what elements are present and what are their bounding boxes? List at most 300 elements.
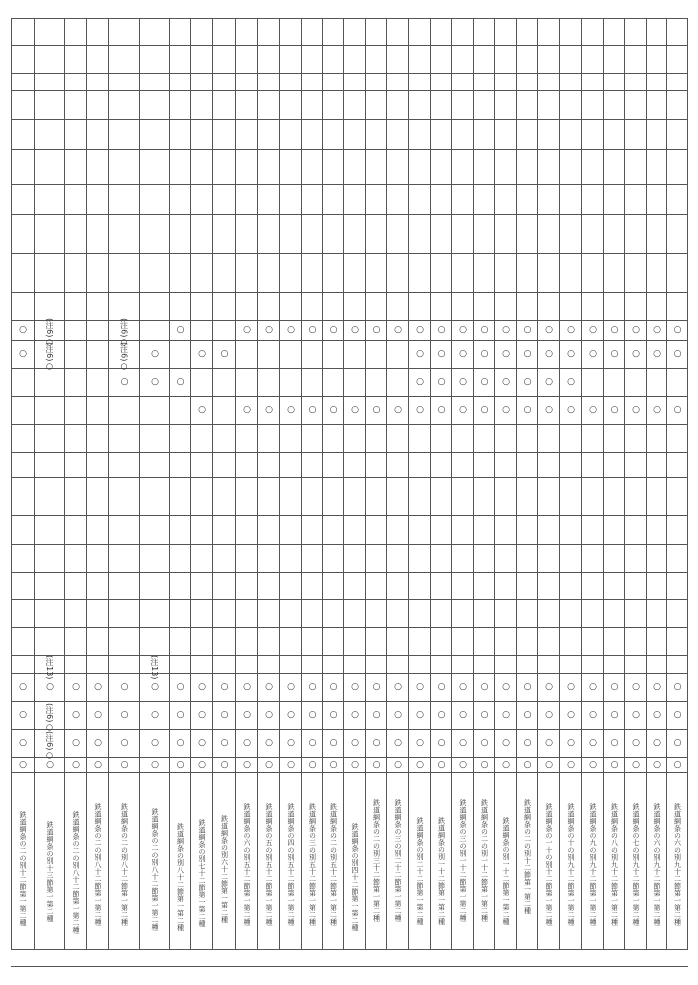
table-cell — [474, 545, 495, 573]
table-cell — [560, 293, 582, 321]
table-cell — [387, 369, 409, 397]
table-cell — [474, 600, 495, 628]
table-cell — [213, 254, 236, 293]
table-cell — [604, 453, 625, 478]
table-cell — [387, 656, 409, 674]
circle-mark: ○ — [329, 405, 338, 415]
circle-mark: ○ — [265, 710, 273, 720]
table-cell — [538, 293, 560, 321]
circle-mark: ○ — [459, 405, 467, 415]
table-cell — [11, 254, 35, 293]
table-cell — [258, 369, 280, 397]
circle-mark: ○ — [287, 759, 295, 770]
circle-mark: ○ — [480, 377, 489, 387]
table-cell — [236, 453, 258, 478]
circle-mark: ○ — [372, 325, 381, 335]
circle-mark: ○ — [480, 405, 489, 415]
table-cell — [517, 656, 538, 674]
table-cell — [11, 425, 35, 453]
table-cell — [236, 215, 258, 254]
table-cell — [258, 293, 280, 321]
table-cell — [409, 91, 431, 120]
table-cell — [409, 215, 431, 254]
circle-mark: ○ — [308, 738, 317, 748]
table-cell — [387, 254, 409, 293]
table-cell — [604, 74, 625, 91]
table-cell — [87, 397, 109, 425]
table-cell — [495, 120, 517, 150]
table-cell — [344, 573, 366, 600]
table-cell — [667, 478, 688, 516]
table-cell — [280, 254, 302, 293]
circle-mark: ○ — [72, 710, 80, 720]
table-cell — [191, 573, 213, 600]
table-cell — [538, 573, 560, 600]
table-cell — [191, 545, 213, 573]
circle-mark: ○ — [673, 710, 682, 720]
table-cell — [11, 573, 35, 600]
table-cell — [431, 150, 452, 185]
circle-mark: ○ — [372, 759, 381, 770]
table-cell — [323, 341, 344, 369]
table-cell — [409, 293, 431, 321]
column-label: 鉄道網条の別八十二節第一第二種 — [176, 823, 185, 931]
table-cell — [647, 74, 667, 91]
table-cell — [517, 254, 538, 293]
table-cell — [495, 425, 517, 453]
note-mark: (注6)○ — [119, 318, 129, 347]
table-cell — [191, 369, 213, 397]
table-cell — [625, 46, 647, 74]
table-cell — [191, 150, 213, 185]
circle-mark: ○ — [265, 405, 273, 415]
table-cell — [387, 341, 409, 369]
table-cell — [280, 341, 302, 369]
table-cell — [667, 545, 688, 573]
table-cell — [604, 573, 625, 600]
table-cell — [87, 600, 109, 628]
circle-mark: ○ — [351, 759, 359, 770]
table-cell — [366, 74, 387, 91]
column-label: 鉄道網条の別七十二節第一第二種 — [198, 819, 206, 927]
table-cell — [560, 254, 582, 293]
table-cell — [170, 656, 191, 674]
table-cell — [323, 150, 344, 185]
table-cell — [517, 74, 538, 91]
table-cell — [667, 453, 688, 478]
table-cell — [560, 516, 582, 545]
table-cell — [11, 369, 35, 397]
table-cell — [344, 120, 366, 150]
table-cell — [647, 18, 667, 46]
table-cell — [409, 478, 431, 516]
table-cell — [140, 215, 170, 254]
circle-mark: ○ — [351, 325, 359, 335]
table-cell — [366, 46, 387, 74]
column-label: 鉄道網条の二の別八十二節第一第二種 — [151, 808, 159, 931]
table-cell — [213, 600, 236, 628]
table-cell — [582, 478, 604, 516]
table-cell — [647, 46, 667, 74]
table-cell — [35, 545, 65, 573]
table-cell — [604, 628, 625, 656]
circle-mark: ○ — [329, 759, 338, 770]
table-cell — [302, 656, 323, 674]
table-cell — [366, 91, 387, 120]
circle-mark: ○ — [673, 405, 682, 415]
table-cell — [280, 425, 302, 453]
table-cell — [538, 18, 560, 46]
table-cell — [191, 46, 213, 74]
circle-mark: ○ — [632, 738, 640, 748]
table-cell — [409, 185, 431, 215]
table-cell — [87, 91, 109, 120]
circle-mark: ○ — [265, 682, 273, 692]
table-cell — [452, 573, 474, 600]
table-cell — [65, 321, 87, 341]
table-cell — [65, 656, 87, 674]
table-cell — [236, 18, 258, 46]
table-cell — [87, 18, 109, 46]
table-cell — [213, 215, 236, 254]
circle-mark: ○ — [632, 349, 640, 359]
table-cell — [409, 425, 431, 453]
circle-mark: ○ — [416, 405, 424, 415]
table-cell — [431, 215, 452, 254]
table-cell — [170, 120, 191, 150]
table-cell — [517, 545, 538, 573]
table-cell — [11, 91, 35, 120]
table-cell — [140, 600, 170, 628]
table-cell — [647, 573, 667, 600]
table-cell — [387, 150, 409, 185]
table-cell — [302, 120, 323, 150]
circle-mark: ○ — [329, 325, 338, 335]
table-cell — [667, 46, 688, 74]
table-cell — [387, 516, 409, 545]
circle-mark: ○ — [610, 759, 619, 770]
circle-mark: ○ — [459, 710, 467, 720]
table-cell — [560, 656, 582, 674]
table-cell — [495, 573, 517, 600]
circle-mark: ○ — [220, 682, 229, 692]
table-cell — [431, 425, 452, 453]
column-label: 鉄道網条の二の別三十二節第一第二種 — [372, 799, 381, 922]
circle-mark: ○ — [120, 759, 129, 770]
table-cell — [517, 600, 538, 628]
table-cell — [87, 369, 109, 397]
circle-mark: ○ — [19, 759, 27, 770]
table-cell — [517, 91, 538, 120]
table-cell — [366, 656, 387, 674]
table-cell — [409, 516, 431, 545]
note-mark: (注6)○ — [45, 342, 54, 371]
column-label: 鉄道網条の三の別二十二節第一第二種 — [394, 799, 402, 922]
circle-mark: ○ — [459, 325, 467, 335]
table-cell — [65, 628, 87, 656]
table-cell — [517, 478, 538, 516]
circle-mark: ○ — [437, 759, 446, 770]
table-cell — [474, 18, 495, 46]
table-cell — [323, 573, 344, 600]
circle-mark: ○ — [94, 738, 102, 748]
table-cell — [582, 573, 604, 600]
table-cell — [431, 516, 452, 545]
table-cell — [517, 185, 538, 215]
table-cell — [495, 293, 517, 321]
table-cell — [431, 478, 452, 516]
table-cell — [366, 573, 387, 600]
table-cell — [495, 46, 517, 74]
table-cell — [109, 254, 140, 293]
table-cell — [431, 46, 452, 74]
table-cell — [109, 215, 140, 254]
column-label: 鉄道網条の四の別五十二節第一第二種 — [287, 803, 295, 926]
table-cell — [667, 425, 688, 453]
table-cell — [87, 254, 109, 293]
column-label: 鉄道網条の六の別五十二節第一第二種 — [243, 803, 251, 926]
circle-mark: ○ — [287, 405, 295, 415]
table-cell — [236, 293, 258, 321]
circle-mark: ○ — [567, 682, 575, 692]
table-cell — [538, 628, 560, 656]
table-cell — [213, 516, 236, 545]
circle-mark: ○ — [502, 349, 510, 359]
circle-mark: ○ — [176, 682, 185, 692]
circle-mark: ○ — [416, 682, 424, 692]
table-cell — [495, 516, 517, 545]
circle-mark: ○ — [329, 738, 338, 748]
table-cell — [109, 185, 140, 215]
table-cell — [258, 573, 280, 600]
table-cell — [387, 46, 409, 74]
table-cell — [323, 18, 344, 46]
table-cell — [344, 293, 366, 321]
table-cell — [517, 453, 538, 478]
table-cell — [647, 453, 667, 478]
table-cell — [344, 215, 366, 254]
circle-mark: ○ — [46, 682, 54, 692]
table-cell — [344, 600, 366, 628]
circle-mark: ○ — [394, 759, 402, 770]
table-cell — [495, 600, 517, 628]
table-cell — [236, 185, 258, 215]
circle-mark: ○ — [589, 759, 597, 770]
table-cell — [191, 215, 213, 254]
table-cell — [87, 74, 109, 91]
table-cell — [647, 516, 667, 545]
table-cell — [647, 91, 667, 120]
table-cell — [582, 600, 604, 628]
table-cell — [323, 478, 344, 516]
table-cell — [366, 293, 387, 321]
table-cell — [11, 545, 35, 573]
table-cell — [258, 74, 280, 91]
table-cell — [625, 150, 647, 185]
table-cell — [213, 185, 236, 215]
table-cell — [474, 74, 495, 91]
table-cell — [109, 453, 140, 478]
column-label: 鉄道網条の二の別八十二節第一第二種 — [120, 803, 129, 926]
circle-mark: ○ — [437, 405, 446, 415]
table-cell — [280, 600, 302, 628]
table-cell — [323, 91, 344, 120]
circle-mark: ○ — [308, 710, 317, 720]
table-cell — [582, 185, 604, 215]
table-cell — [109, 573, 140, 600]
circle-mark: ○ — [567, 759, 575, 770]
table-cell — [474, 185, 495, 215]
column-label: 鉄道網条の二の別十二節第一第二種 — [523, 799, 532, 915]
table-cell — [191, 74, 213, 91]
table-cell — [647, 545, 667, 573]
table-cell — [431, 185, 452, 215]
table-cell — [474, 478, 495, 516]
table-cell — [87, 215, 109, 254]
table-cell — [344, 656, 366, 674]
table-cell — [366, 516, 387, 545]
circle-mark: ○ — [329, 682, 338, 692]
circle-mark: ○ — [287, 682, 295, 692]
circle-mark: ○ — [176, 710, 185, 720]
table-cell — [280, 120, 302, 150]
table-cell — [387, 185, 409, 215]
circle-mark: ○ — [416, 759, 424, 770]
table-cell — [431, 628, 452, 656]
table-cell — [474, 46, 495, 74]
circle-mark: ○ — [94, 710, 102, 720]
table-cell — [387, 600, 409, 628]
table-cell — [323, 293, 344, 321]
table-cell — [387, 478, 409, 516]
circle-mark: ○ — [610, 325, 619, 335]
circle-mark: ○ — [502, 759, 510, 770]
table-cell — [11, 516, 35, 545]
table-cell — [409, 46, 431, 74]
table-cell — [302, 254, 323, 293]
table-cell — [431, 120, 452, 150]
table-cell — [474, 573, 495, 600]
table-cell — [474, 628, 495, 656]
table-cell — [87, 545, 109, 573]
table-cell — [452, 150, 474, 185]
table-cell — [387, 120, 409, 150]
table-cell — [191, 120, 213, 150]
column-label: 鉄道網条の六の別九十二節第一第二種 — [653, 803, 661, 926]
table-cell — [560, 215, 582, 254]
table-cell — [604, 369, 625, 397]
table-cell — [65, 425, 87, 453]
table-cell — [65, 215, 87, 254]
table-cell — [387, 425, 409, 453]
table-cell — [387, 293, 409, 321]
table-cell — [452, 46, 474, 74]
table-cell — [140, 74, 170, 91]
table-cell — [409, 656, 431, 674]
circle-mark: ○ — [329, 710, 338, 720]
circle-mark: ○ — [523, 377, 532, 387]
circle-mark: ○ — [632, 405, 640, 415]
table-cell — [170, 254, 191, 293]
table-cell — [236, 573, 258, 600]
circle-mark: ○ — [19, 710, 27, 720]
table-cell — [604, 656, 625, 674]
circle-mark: ○ — [94, 682, 102, 692]
table-cell — [667, 516, 688, 545]
table-cell — [366, 254, 387, 293]
circle-mark: ○ — [437, 325, 446, 335]
table-cell — [140, 293, 170, 321]
table-cell — [560, 46, 582, 74]
table-cell — [474, 91, 495, 120]
circle-mark: ○ — [523, 349, 532, 359]
table-cell — [258, 120, 280, 150]
table-cell — [604, 150, 625, 185]
circle-mark: ○ — [265, 738, 273, 748]
table-cell — [366, 478, 387, 516]
table-cell — [560, 478, 582, 516]
table-cell — [170, 425, 191, 453]
table-cell — [431, 293, 452, 321]
table-cell — [258, 254, 280, 293]
table-cell — [170, 341, 191, 369]
circle-mark: ○ — [198, 710, 206, 720]
circle-mark: ○ — [653, 405, 661, 415]
circle-mark: ○ — [416, 349, 424, 359]
table-cell — [538, 453, 560, 478]
table-cell — [495, 453, 517, 478]
table-cell — [409, 628, 431, 656]
circle-mark: ○ — [673, 759, 682, 770]
table-cell — [65, 120, 87, 150]
table-cell — [35, 628, 65, 656]
table-cell — [140, 321, 170, 341]
circle-mark: ○ — [545, 325, 553, 335]
table-cell — [170, 18, 191, 46]
table-cell — [213, 74, 236, 91]
table-cell — [344, 150, 366, 185]
table-cell — [538, 74, 560, 91]
table-cell — [258, 600, 280, 628]
circle-mark: ○ — [480, 738, 489, 748]
table-cell — [625, 516, 647, 545]
table-cell — [625, 425, 647, 453]
table-cell — [213, 369, 236, 397]
circle-mark: ○ — [610, 710, 619, 720]
circle-mark: ○ — [372, 682, 381, 692]
table-cell — [625, 453, 647, 478]
circle-mark: ○ — [589, 349, 597, 359]
table-cell — [431, 656, 452, 674]
table-cell — [87, 656, 109, 674]
circle-mark: ○ — [243, 325, 251, 335]
table-cell — [213, 91, 236, 120]
table-cell — [302, 545, 323, 573]
table-cell — [109, 545, 140, 573]
table-cell — [474, 150, 495, 185]
table-cell — [604, 600, 625, 628]
column-label: 鉄道網条の八の別九十二節第一第二種 — [610, 803, 619, 926]
circle-mark: ○ — [394, 682, 402, 692]
table-cell — [140, 628, 170, 656]
table-cell — [647, 656, 667, 674]
table-cell — [170, 453, 191, 478]
circle-mark: ○ — [394, 325, 402, 335]
table-cell — [258, 545, 280, 573]
circle-mark: ○ — [151, 738, 159, 748]
circle-mark: ○ — [523, 738, 532, 748]
circle-mark: ○ — [653, 759, 661, 770]
